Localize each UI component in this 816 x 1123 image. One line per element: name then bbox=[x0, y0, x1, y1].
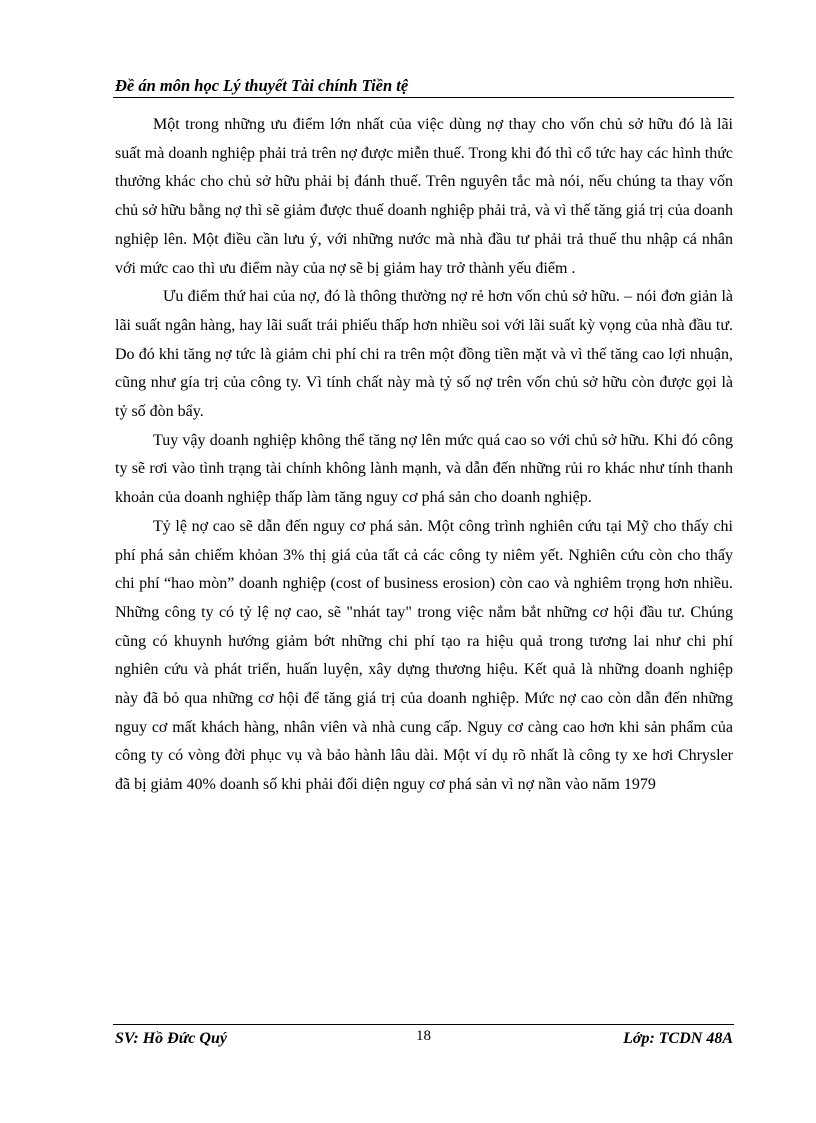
page-number: 18 bbox=[416, 1028, 431, 1044]
footer-class-name: Lớp: TCDN 48A bbox=[623, 1030, 733, 1047]
footer-student-name: SV: Hồ Đức Quý bbox=[115, 1030, 227, 1047]
paragraph-cheaper-debt: Ưu điểm thứ hai của nợ, đó là thông thường nợ rẻ hơn vốn chủ sở hữu. – nói đơn giản là lãi suất ngân hàng, hay lãi suất trái phiếu thấp hơn nhiều soi với lãi suất kỳ vọng của nhà đầu tư. Do đó khi tăng nợ tức là giảm chi phí chi ra trên một đồng tiền mặt và vì thế tăng cao lợi nhuận, cũng như gía trị của công ty. Vì tính chất này mà tỷ số nợ trên vốn chủ sở hữu còn được gọi là tỷ số đòn bẩy. bbox=[115, 288, 733, 421]
paragraph-bankruptcy-risk: Tỷ lệ nợ cao sẽ dẫn đến nguy cơ phá sản. Một công trình nghiên cứu tại Mỹ cho thấy chi phí phá sản chiếm khỏan 3% thị giá của tất cả các công ty niêm yết. Nghiên cứu còn cho thấy chi phí “hao mòn” doanh nghiệp (cost of business erosion) còn cao và nghiêm trọng hơn nhiều. Những công ty có tỷ lệ nợ cao, sẽ "nhát tay" trong việc nắm bắt những cơ hội đầu tư. Chúng cũng có khuynh hướng giảm bớt những chi phí tạo ra hiệu quả trong tương lai như chi phí nghiên cứu và phát triển, huấn luyện, xây dựng thương hiệu. Kết quả là những doanh nghiệp này đã bỏ qua những cơ hội để tăng giá trị của doanh nghiệp. Mức nợ cao còn dẫn đến những nguy cơ mất khách hàng, nhân viên và nhà cung cấp. Nguy cơ càng cao hơn khi sản phẩm của công ty có vòng đời phục vụ và bảo hành lâu dài. Một ví dụ rõ nhất là công ty xe hơi Chrysler đã bị giảm 40% doanh số khi phải đối diện nguy cơ phá sản vì nợ nần vào năm 1979 bbox=[115, 517, 733, 794]
page-header-title: Đề án môn học Lý thuyết Tài chính Tiền tệ bbox=[115, 76, 409, 95]
paragraph-tax-advantage: Một trong những ưu điểm lớn nhất của việc dùng nợ thay cho vốn chủ sở hữu đó là lãi suất mà doanh nghiệp phải trả trên nợ được miễn thuế. Trong khi đó thì cổ tức hay các hình thức thưởng khác cho chủ sở hữu phải bị đánh thuế. Trên nguyên tắc mà nói, nếu chúng ta thay vốn chủ sở hữu bằng nợ thì sẽ giảm được thuế doanh nghiệp phải trả, và vì thế tăng giá trị của doanh nghiệp lên. Một điều cần lưu ý, với những nước mà nhà đầu tư phải trả thuế thu nhập cá nhân với mức cao thì ưu điểm này của nợ sẽ bị giảm hay trở thành yếu điểm . bbox=[115, 116, 733, 277]
footer-divider bbox=[113, 1024, 734, 1025]
header-divider bbox=[113, 97, 734, 98]
document-body bbox=[115, 111, 733, 800]
paragraph-debt-limit: Tuy vậy doanh nghiệp không thể tăng nợ lên mức quá cao so với chủ sở hữu. Khi đó công ty sẽ rơi vào tình trạng tài chính không lành mạnh, và dẫn đến những rủi ro khác như tính thanh khoản của doanh nghiệp thấp làm tăng nguy cơ phá sản cho doanh nghiệp. bbox=[115, 431, 733, 507]
